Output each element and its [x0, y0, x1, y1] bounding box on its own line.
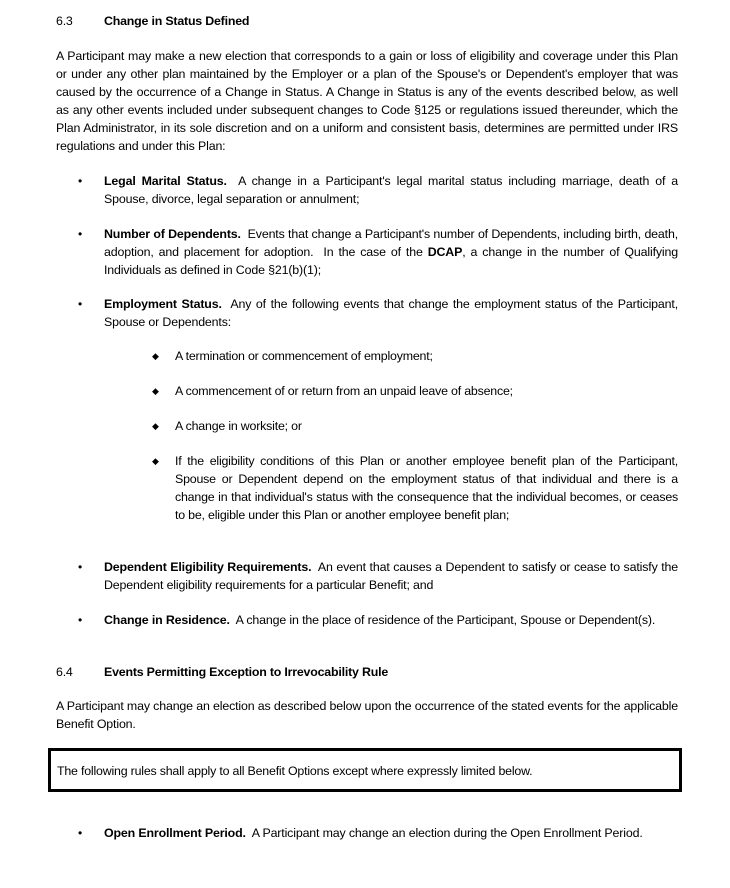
section-number: 6.4 — [56, 665, 73, 679]
sub-item-text: A commencement of or return from an unpaid leave of absence; — [175, 384, 513, 398]
section-6-4-intro: A Participant may change an election as described below upon the occurrence of the stated events for the applicable Benefit Option. — [56, 699, 678, 731]
item-text: A change in the place of residence of the Participant, Spouse or Dependent(s). — [229, 613, 656, 627]
sub-bullet-icon: ◆ — [152, 421, 159, 431]
list-item-open-enrollment — [56, 824, 678, 842]
item-label: Employment Status. — [104, 297, 222, 311]
sub-bullet-icon: ◆ — [152, 386, 159, 396]
sub-list-item-eligibility-conditions — [130, 452, 678, 524]
list-item-dependent-eligibility — [56, 558, 682, 594]
section-title: Events Permitting Exception to Irrevocability Rule — [104, 665, 389, 679]
item-label: Number of Dependents. — [104, 227, 241, 241]
sub-list-item-worksite — [130, 417, 678, 435]
item-text: An event that causes a Dependent to satisfy or cease to satisfy the Dependent eligibility requirements for a particular Benefit; and — [104, 560, 682, 592]
sub-list-item-termination — [130, 347, 678, 365]
item-text: Events that change a Participant's number of Dependents, including birth, death, adoption, and placement for adoption. In the case of the — [104, 227, 682, 259]
list-item-legal-marital-status — [56, 172, 682, 208]
item-text: Any of the following events that change the employment status of the Participant, Spouse or Dependents: — [104, 297, 682, 329]
sub-item-text: If the eligibility conditions of this Plan or another employee benefit plan of the Participant, Spouse or Dependent depend on the employment status of that individual and there is a change in that individual's status with the consequence that the individual becomes, or ceases to be, eligible under this Plan or another employee benefit plan; — [175, 454, 678, 522]
bullet-icon: • — [78, 826, 83, 840]
section-heading-6-4 — [56, 663, 388, 681]
bullet-icon: • — [78, 227, 83, 241]
item-text-bold: DCAP — [427, 245, 463, 259]
sub-list-item-unpaid-leave — [130, 382, 678, 400]
sub-bullet-icon: ◆ — [152, 456, 159, 466]
sub-bullet-icon: ◆ — [152, 351, 159, 361]
item-label: Legal Marital Status. — [104, 174, 227, 188]
item-text: A change in a Participant's legal marital status including marriage, death of a Spouse, divorce, legal separation or annulment; — [104, 174, 682, 206]
sub-item-text: A termination or commencement of employment; — [175, 349, 433, 363]
bullet-icon: • — [78, 613, 83, 627]
bullet-icon: • — [78, 174, 83, 188]
item-label: Open Enrollment Period. — [104, 826, 246, 840]
section-number: 6.3 — [56, 14, 73, 28]
list-item-number-of-dependents — [56, 225, 682, 279]
list-item-employment-status — [56, 295, 682, 331]
section-6-3-intro: A Participant may make a new election that corresponds to a gain or loss of eligibility and coverage under this Plan or under any other plan maintained by the Employer or a plan of the Spouse's or Dependent's employer that was caused by the occurrence of a Change in Status. A Change in Status is any of the events described below, as well as any other events included under subsequent changes to Code §125 or regulations issued thereunder, which the Plan Administrator, in its sole discretion and on a uniform and consistent basis, determines are permitted under IRS regulations and under this Plan: — [56, 49, 678, 153]
item-label: Dependent Eligibility Requirements. — [104, 560, 312, 574]
list-item-change-in-residence — [56, 611, 678, 629]
sub-item-text: A change in worksite; or — [175, 419, 302, 433]
item-text-after: , a change in the number of Qualifying Individuals as defined in Code §21(b)(1); — [104, 245, 678, 277]
item-label: Change in Residence. — [104, 613, 230, 627]
item-text: A Participant may change an election during the Open Enrollment Period. — [245, 826, 643, 840]
bullet-icon: • — [78, 560, 83, 574]
section-title: Change in Status Defined — [104, 14, 250, 28]
notice-text: The following rules shall apply to all Benefit Options except where expressly limited below. — [57, 764, 533, 778]
section-heading-6-3 — [56, 12, 249, 30]
notice-box — [48, 748, 682, 792]
bullet-icon: • — [78, 297, 83, 311]
